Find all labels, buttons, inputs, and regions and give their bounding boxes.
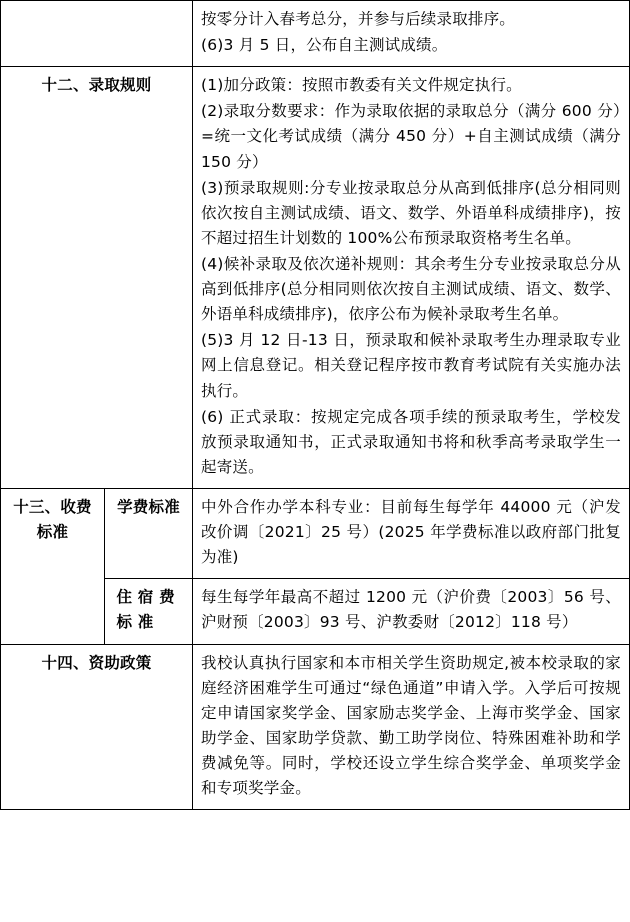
paragraph: (4)候补录取及依次递补规则：其余考生分专业按录取总分从高到低排序(总分相同则依次按自主测试成绩、语文、数学、外语单科成绩排序)，依序公布为候补录取考生名单。 [201, 254, 621, 324]
section-content-financial-aid [193, 644, 630, 810]
table-row-admission-rules [1, 67, 630, 489]
continuation-label-cell [1, 1, 193, 67]
content-tuition-standard [193, 488, 630, 578]
paragraph: (3)预录取规则:分专业按录取总分从高到低排序(总分相同则依次按自主测试成绩、语文、数学、外语单科成绩排序)，按不超过招生计划数的 100%公布预录取资格考生名单。 [201, 178, 621, 247]
table-row-continuation [1, 1, 630, 67]
sublabel-dorm-fee-standard [105, 579, 193, 644]
sublabel-tuition-standard: 学费标准 [105, 488, 193, 578]
paragraph: (1)加分政策：按照市教委有关文件规定执行。 [201, 76, 522, 95]
section-label-admission-rules: 十二、录取规则 [1, 67, 193, 489]
table-row-financial-aid [1, 644, 630, 810]
section-label-fees: 十三、收费标准 [1, 488, 105, 644]
continuation-content-cell [193, 1, 630, 67]
paragraph: 我校认真执行国家和本市相关学生资助规定,被本校录取的家庭经济困难学生可通过“绿色通道”申请入学。入学后可按规定申请国家奖学金、国家励志奖学金、上海市奖学金、国家助学金、国家助学贷款、勤工助学岗位、特殊困难补助和学费减免等。同时，学校还设立学生综合奖学金、单项奖学金和专项奖学金。 [201, 653, 621, 798]
section-content-admission-rules [193, 67, 630, 489]
sublabel-line-2: 标 准 [116, 613, 154, 632]
paragraph: (5)3 月 12 日-13 日，预录取和候补录取考生办理录取专业网上信息登记。相关登记程序按市教育考试院有关实施办法执行。 [201, 331, 621, 400]
paragraph: (6)3 月 5 日，公布自主测试成绩。 [201, 36, 448, 55]
paragraph: 中外合作办学本科专业：目前每生每学年 44000 元（沪发改价调〔2021〕25 号）(2025 年学费标准以政府部门批复为准) [201, 497, 621, 567]
paragraph: (2)录取分数要求：作为录取依据的录取总分（满分 600 分）=统一文化考试成绩（满分 450 分）+自主测试成绩（满分 150 分） [201, 102, 621, 171]
paragraph: (6) 正式录取：按规定完成各项手续的预录取考生，学校发放预录取通知书，正式录取通知书将和秋季高考录取学生一起寄送。 [201, 407, 621, 476]
paragraph: 每生每学年最高不超过 1200 元（沪价费〔2003〕56 号、沪财预〔2003〕93 号、沪教委财〔2012〕118 号） [201, 588, 621, 632]
content-dorm-fee-standard [193, 579, 630, 644]
section-label-financial-aid: 十四、资助政策 [1, 644, 193, 810]
sublabel-line-1: 住 宿 费 [116, 588, 175, 607]
table-row-tuition [1, 488, 630, 578]
paragraph: 按零分计入春考总分，并参与后续录取排序。 [201, 10, 516, 28]
